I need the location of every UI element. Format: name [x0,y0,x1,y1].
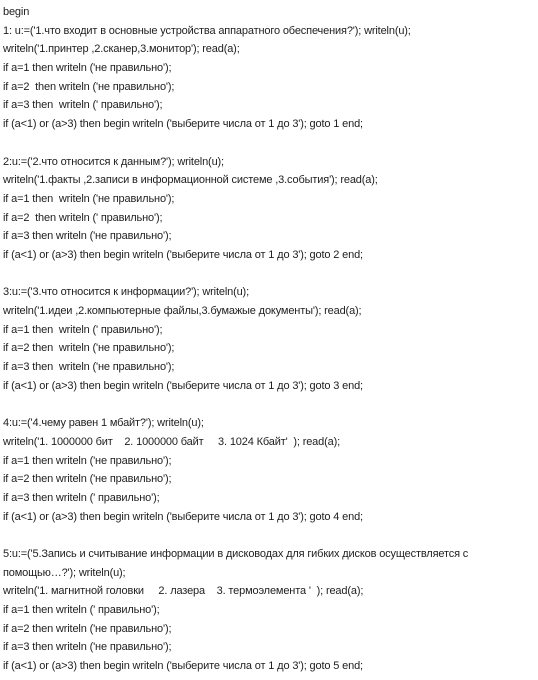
code-line: if (a<1) or (a>3) then begin writeln ('выберите числа от 1 до 3'); goto 5 end; [3,660,363,673]
code-line: 2:u:=('2.что относится к данным?'); writeln(u); [3,155,224,168]
code-line: if a=3 then writeln ('не правильно'); [3,641,172,654]
code-line: 1: u:=('1.что входит в основные устройства аппаратного обеспечения?'); writeln(u); [3,24,411,37]
code-line: if a=3 then writeln (' правильно'); [3,491,160,504]
code-line: if a=1 then writeln ('не правильно'); [3,454,172,467]
code-line: begin [3,6,30,18]
code-line: if (a<1) or (a>3) then begin writeln ('выберите числа от 1 до 3'); goto 2 end; [3,248,363,261]
code-line: if (a<1) or (a>3) then begin writeln ('выберите числа от 1 до 3'); goto 4 end; [3,510,363,523]
code-line: if (a<1) or (a>3) then begin writeln ('выберите числа от 1 до 3'); goto 1 end; [3,118,363,131]
code-line: if a=1 then writeln (' правильно'); [3,604,160,617]
blank-line [3,134,535,153]
code-line: if a=2 then writeln (' правильно'); [3,211,163,224]
code-line: if a=2 then writeln ('не правильно'); [3,80,175,93]
code-line: if a=3 then writeln (' правильно'); [3,99,163,112]
code-line: if (a<1) or (a>3) then begin writeln ('выберите числа от 1 до 3'); goto 3 end; [3,379,363,392]
code-line: if a=2 then writeln ('не правильно'); [3,622,172,635]
code-line: if a=3 then writeln ('не правильно'); [3,361,175,374]
code-line: writeln('1.идеи ,2.компьютерные файлы,3.бумажые документы'); read(a); [3,305,362,317]
code-line: 3:u:=('3.что относится к информации?'); writeln(u); [3,286,249,299]
blank-line [3,265,535,284]
code-line: 4:u:=('4.чему равен 1 мбайт?'); writeln(u); [3,417,204,430]
code-line: if a=2 then writeln ('не правильно'); [3,473,172,486]
blank-line [3,526,535,545]
code-line: writeln('1. 1000000 бит 2. 1000000 байт 3. 1024 Кбайт' ); read(a); [3,435,341,448]
code-line: writeln('1.факты ,2.записи в информационной системе ,3.события'); read(a); [3,174,378,187]
code-line: if a=3 then writeln ('не правильно'); [3,230,172,243]
code-line: if a=1 then writeln ('не правильно'); [3,192,175,205]
code-line: if a=1 then writeln (' правильно'); [3,323,163,336]
code-line: 5:u:=('5.Запись и считывание информации в дисководах для гибких дисков осуществляется с помощью…?'); writeln(u); [3,547,469,579]
code-line: if a=2 then writeln ('не правильно'); [3,342,175,355]
code-line: writeln('1.принтер ,2.сканер,3.монитор'); read(a); [3,43,240,56]
code-document [3,3,535,676]
blank-line [3,395,535,414]
code-line: if a=1 then writeln ('не правильно'); [3,62,172,75]
code-line: writeln('1. магнитной головки 2. лазера 3. термоэлемента ' ); read(a); [3,585,364,598]
